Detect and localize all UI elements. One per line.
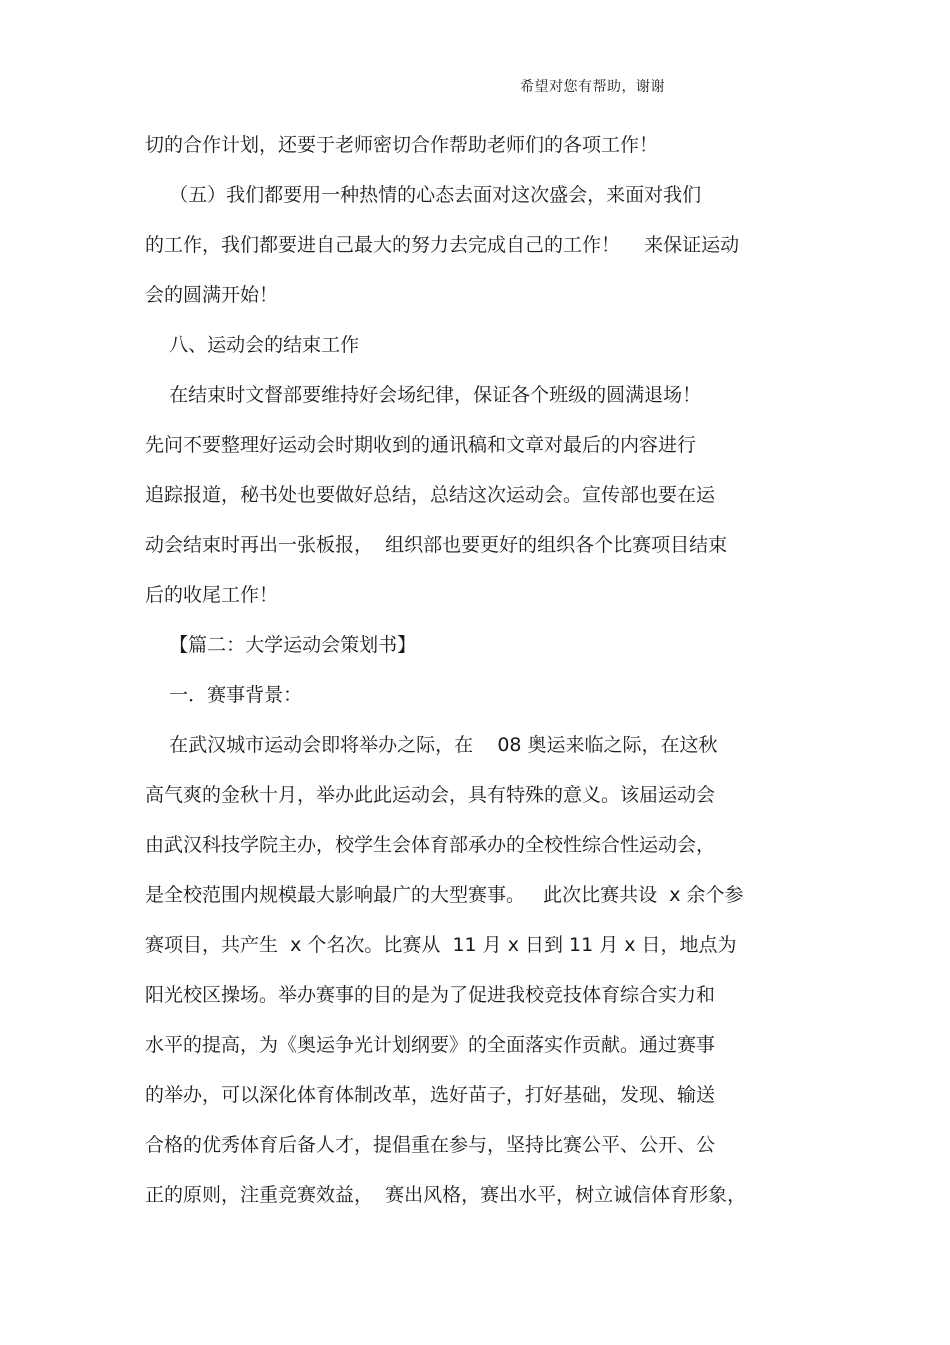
text-line: （五）我们都要用一种热情的心态去面对这次盛会，来面对我们	[145, 184, 702, 206]
text-line: 先问不要整理好运动会时期收到的通讯稿和文章对最后的内容进行	[145, 434, 697, 456]
text-line: 高气爽的金秋十月，举办此此运动会，具有特殊的意义。该届运动会	[145, 784, 716, 806]
text-line: 的工作，我们都要进自己最大的努力去完成自己的工作！ 来保证运动	[145, 234, 740, 256]
text-line: 会的圆满开始！	[145, 284, 279, 306]
text-line: 追踪报道，秘书处也要做好总结，总结这次运动会。宣传部也要在运	[145, 484, 716, 506]
text-line: 后的收尾工作！	[145, 584, 279, 606]
text-line: 阳光校区操场。举办赛事的目的是为了促进我校竞技体育综合实力和	[145, 984, 716, 1006]
text-line: 在武汉城市运动会即将举办之际，在 08 奥运来临之际，在这秋	[145, 734, 718, 756]
section-heading: 八、运动会的结束工作	[145, 334, 360, 356]
text-line: 动会结束时再出一张板报， 组织部也要更好的组织各个比赛项目结束	[145, 534, 728, 556]
text-line: 的举办，可以深化体育体制改革，选好苗子，打好基础，发现、输送	[145, 1084, 716, 1106]
text-line: 在结束时文督部要维持好会场纪律，保证各个班级的圆满退场！	[145, 384, 702, 406]
text-line: 是全校范围内规模最大影响最广的大型赛事。 此次比赛共设 x 余个参	[145, 884, 744, 906]
text-line: 切的合作计划，还要于老师密切合作帮助老师们的各项工作！	[145, 134, 659, 156]
text-line: 正的原则，注重竞赛效益， 赛出风格，赛出水平，树立诚信体育形象，	[145, 1184, 747, 1206]
text-line: 由武汉科技学院主办，校学生会体育部承办的全校性综合性运动会，	[145, 834, 716, 856]
text-line: 合格的优秀体育后备人才，提倡重在参与，坚持比赛公平、公开、公	[145, 1134, 716, 1156]
text-line: 水平的提高，为《奥运争光计划纲要》的全面落实作贡献。通过赛事	[145, 1034, 716, 1056]
chapter-title: 【篇二：大学运动会策划书】	[145, 634, 417, 656]
page-header-note: 希望对您有帮助，谢谢	[520, 79, 665, 95]
section-heading: 一．赛事背景：	[145, 684, 303, 706]
text-line: 赛项目，共产生 x 个名次。比赛从 11 月 x 日到 11 月 x 日，地点为	[145, 934, 737, 956]
